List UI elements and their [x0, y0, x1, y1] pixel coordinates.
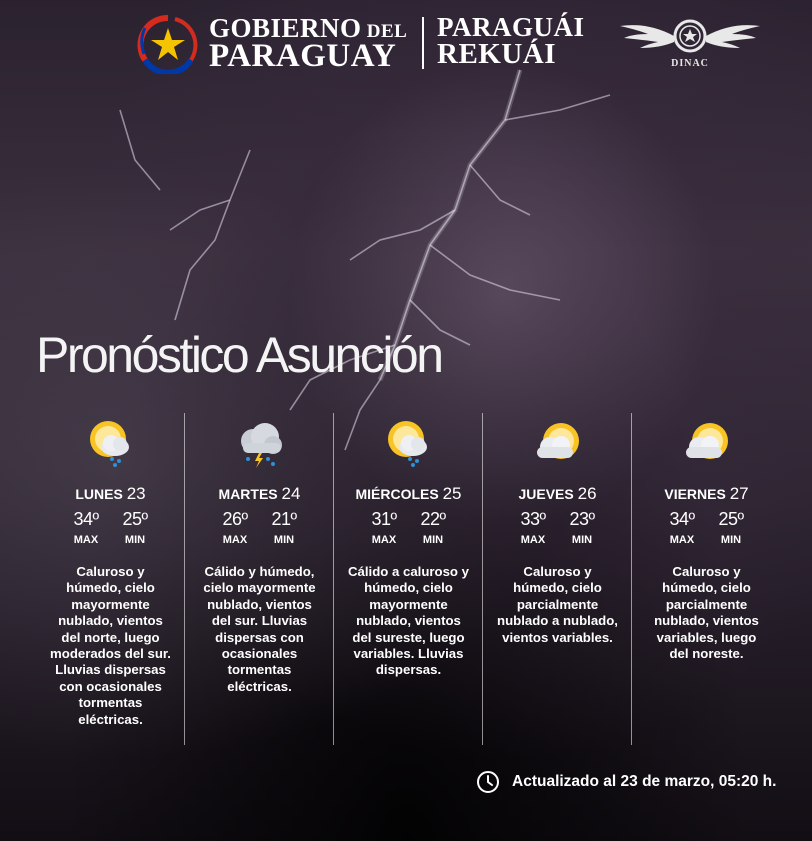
day-description: Caluroso y húmedo, cielo parcialmente nublado, vientos variables, luego del noreste. — [654, 564, 759, 662]
partly-cloudy-icon — [682, 417, 732, 469]
forecast-days — [36, 413, 782, 745]
min-label: MIN — [720, 534, 742, 546]
max-temp: 33º — [520, 509, 546, 529]
page-title: Pronóstico Asunción — [36, 327, 442, 383]
partly-cloudy-icon — [533, 417, 583, 469]
max-label: MAX — [73, 534, 99, 546]
header — [0, 0, 812, 80]
sun-cloud-rain-icon — [86, 417, 136, 469]
paraguay-emblem-icon — [135, 14, 201, 74]
max-temp: 31º — [371, 509, 397, 529]
max-temp: 34º — [73, 509, 99, 529]
rekuai-title-line2: REKUÁI — [437, 38, 557, 70]
day-description: Caluroso y húmedo, cielo parcialmente nublado a nublado, vientos variables. — [497, 564, 618, 645]
rekuai-title-line1: PARAGUÁI — [437, 12, 585, 42]
day-description: Cálido y húmedo, cielo mayormente nublado, vientos del sur. Lluvias dispersas con ocasionales tormentas eléctricas. — [203, 564, 316, 694]
min-temp: 25º — [718, 509, 744, 529]
max-label: MAX — [520, 534, 546, 546]
day-description: Cálido a caluroso y húmedo, cielo mayormente nublado, vientos del sureste, luego variables. Lluvias dispersas. — [348, 564, 469, 678]
min-temp: 22º — [420, 509, 446, 529]
sun-cloud-rain-icon — [384, 417, 434, 469]
max-label: MAX — [371, 534, 397, 546]
min-label: MIN — [571, 534, 593, 546]
day-name: JUEVES 26 — [518, 484, 597, 503]
min-temp: 23º — [569, 509, 595, 529]
dinac-wings-icon — [618, 12, 762, 60]
forecast-day — [483, 413, 632, 745]
forecast-day — [185, 413, 334, 745]
max-temp: 26º — [222, 509, 248, 529]
forecast-day — [36, 413, 185, 745]
forecast-day — [632, 413, 781, 745]
dinac-logo — [618, 12, 762, 72]
forecast-day — [334, 413, 483, 745]
max-temp: 34º — [669, 509, 695, 529]
updated-text: Actualizado al 23 de marzo, 05:20 h. — [512, 773, 777, 790]
day-name: MARTES 24 — [218, 484, 301, 503]
day-name: LUNES 23 — [75, 484, 146, 503]
gov-title-line1: GOBIERNO DEL — [209, 13, 408, 43]
clock-icon — [476, 770, 500, 794]
max-label: MAX — [669, 534, 695, 546]
gov-title-line2: PARAGUAY — [209, 38, 397, 74]
dinac-label: DINAC — [671, 58, 709, 69]
min-temp: 25º — [122, 509, 148, 529]
day-name: VIERNES 27 — [664, 484, 749, 503]
day-description: Caluroso y húmedo, cielo mayormente nublado, vientos del norte, luego moderados del sur. Lluvias dispersas con ocasionales tormentas eléctricas. — [50, 564, 171, 727]
cloud-storm-icon — [235, 417, 285, 469]
header-divider — [422, 17, 424, 69]
min-label: MIN — [422, 534, 444, 546]
max-label: MAX — [222, 534, 248, 546]
min-label: MIN — [124, 534, 146, 546]
day-name: MIÉRCOLES 25 — [355, 484, 462, 503]
min-label: MIN — [273, 534, 295, 546]
min-temp: 21º — [271, 509, 297, 529]
